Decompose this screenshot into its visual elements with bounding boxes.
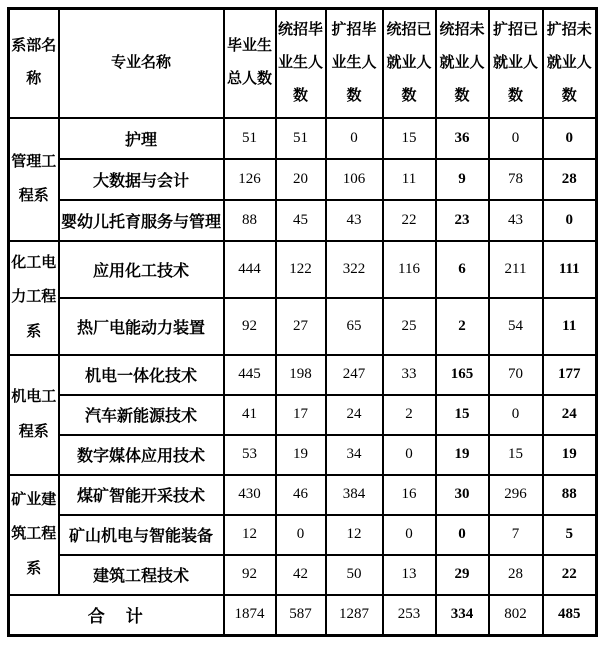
- value-cell: 7: [489, 515, 543, 555]
- value-cell: 33: [383, 355, 436, 395]
- value-cell: 12: [224, 515, 276, 555]
- header-total-graduates: 毕业生总人数: [224, 9, 276, 118]
- value-cell: 28: [489, 555, 543, 595]
- value-cell: 50: [326, 555, 383, 595]
- value-cell: 92: [224, 298, 276, 355]
- value-cell: 42: [276, 555, 326, 595]
- value-cell: 29: [436, 555, 489, 595]
- value-cell: 116: [383, 241, 436, 298]
- total-label-cell: 合 计: [9, 595, 224, 636]
- value-cell: 0: [489, 395, 543, 435]
- employment-statistics-table: [7, 7, 598, 637]
- major-name-cell: 汽车新能源技术: [59, 395, 224, 435]
- value-cell: 12: [326, 515, 383, 555]
- value-cell: 444: [224, 241, 276, 298]
- value-cell: 0: [489, 118, 543, 159]
- header-expanded-unemployed: 扩招未就业人数: [543, 9, 597, 118]
- value-cell: 106: [326, 159, 383, 200]
- value-cell: 51: [224, 118, 276, 159]
- value-cell: 43: [489, 200, 543, 241]
- value-cell: 41: [224, 395, 276, 435]
- major-name-cell: 建筑工程技术: [59, 555, 224, 595]
- value-cell: 22: [383, 200, 436, 241]
- table-row: [9, 298, 597, 355]
- major-name-cell: 大数据与会计: [59, 159, 224, 200]
- value-cell: 0: [383, 435, 436, 475]
- header-regular-employed: 统招已就业人数: [383, 9, 436, 118]
- value-cell: 46: [276, 475, 326, 515]
- table-header: [9, 9, 597, 118]
- major-name-cell: 婴幼儿托育服务与管理: [59, 200, 224, 241]
- department-cell: 矿业建筑工程系: [9, 475, 59, 595]
- major-name-cell: 热厂电能动力装置: [59, 298, 224, 355]
- value-cell: 15: [436, 395, 489, 435]
- value-cell: 198: [276, 355, 326, 395]
- header-department: 系部名称: [9, 9, 59, 118]
- value-cell: 54: [489, 298, 543, 355]
- value-cell: 13: [383, 555, 436, 595]
- table-row: [9, 395, 597, 435]
- value-cell: 22: [543, 555, 597, 595]
- table-row: [9, 555, 597, 595]
- value-cell: 36: [436, 118, 489, 159]
- value-cell: 0: [436, 515, 489, 555]
- major-name-cell: 数字媒体应用技术: [59, 435, 224, 475]
- major-name-cell: 护理: [59, 118, 224, 159]
- value-cell: 65: [326, 298, 383, 355]
- value-cell: 19: [436, 435, 489, 475]
- header-regular-graduates: 统招毕业生人数: [276, 9, 326, 118]
- total-value-cell: 334: [436, 595, 489, 636]
- value-cell: 17: [276, 395, 326, 435]
- value-cell: 247: [326, 355, 383, 395]
- value-cell: 5: [543, 515, 597, 555]
- value-cell: 19: [276, 435, 326, 475]
- value-cell: 25: [383, 298, 436, 355]
- total-value-cell: 1287: [326, 595, 383, 636]
- value-cell: 24: [326, 395, 383, 435]
- value-cell: 2: [436, 298, 489, 355]
- value-cell: 322: [326, 241, 383, 298]
- value-cell: 34: [326, 435, 383, 475]
- table-row: [9, 241, 597, 298]
- value-cell: 88: [224, 200, 276, 241]
- total-value-cell: 253: [383, 595, 436, 636]
- value-cell: 0: [543, 118, 597, 159]
- value-cell: 19: [543, 435, 597, 475]
- value-cell: 92: [224, 555, 276, 595]
- total-value-cell: 802: [489, 595, 543, 636]
- header-major: 专业名称: [59, 9, 224, 118]
- value-cell: 0: [383, 515, 436, 555]
- header-expanded-graduates: 扩招毕业生人数: [326, 9, 383, 118]
- value-cell: 11: [383, 159, 436, 200]
- value-cell: 28: [543, 159, 597, 200]
- value-cell: 53: [224, 435, 276, 475]
- major-name-cell: 煤矿智能开采技术: [59, 475, 224, 515]
- value-cell: 15: [383, 118, 436, 159]
- value-cell: 0: [276, 515, 326, 555]
- value-cell: 15: [489, 435, 543, 475]
- major-name-cell: 应用化工技术: [59, 241, 224, 298]
- department-cell: 机电工程系: [9, 355, 59, 475]
- total-row: [9, 595, 597, 636]
- value-cell: 11: [543, 298, 597, 355]
- value-cell: 0: [326, 118, 383, 159]
- department-cell: 管理工程系: [9, 118, 59, 241]
- table-row: [9, 515, 597, 555]
- value-cell: 211: [489, 241, 543, 298]
- table-body: [9, 118, 597, 595]
- value-cell: 126: [224, 159, 276, 200]
- value-cell: 9: [436, 159, 489, 200]
- header-expanded-employed: 扩招已就业人数: [489, 9, 543, 118]
- value-cell: 24: [543, 395, 597, 435]
- value-cell: 384: [326, 475, 383, 515]
- table-row: [9, 200, 597, 241]
- value-cell: 0: [543, 200, 597, 241]
- value-cell: 111: [543, 241, 597, 298]
- value-cell: 43: [326, 200, 383, 241]
- table-row: [9, 355, 597, 395]
- value-cell: 51: [276, 118, 326, 159]
- major-name-cell: 机电一体化技术: [59, 355, 224, 395]
- table-row: [9, 159, 597, 200]
- value-cell: 30: [436, 475, 489, 515]
- value-cell: 78: [489, 159, 543, 200]
- table-row: [9, 118, 597, 159]
- header-row: [9, 9, 597, 118]
- value-cell: 430: [224, 475, 276, 515]
- department-cell: 化工电力工程系: [9, 241, 59, 355]
- value-cell: 16: [383, 475, 436, 515]
- value-cell: 27: [276, 298, 326, 355]
- value-cell: 2: [383, 395, 436, 435]
- value-cell: 122: [276, 241, 326, 298]
- header-regular-unemployed: 统招未就业人数: [436, 9, 489, 118]
- value-cell: 6: [436, 241, 489, 298]
- major-name-cell: 矿山机电与智能装备: [59, 515, 224, 555]
- value-cell: 88: [543, 475, 597, 515]
- table-row: [9, 475, 597, 515]
- value-cell: 296: [489, 475, 543, 515]
- value-cell: 70: [489, 355, 543, 395]
- total-value-cell: 1874: [224, 595, 276, 636]
- total-value-cell: 587: [276, 595, 326, 636]
- table-row: [9, 435, 597, 475]
- value-cell: 20: [276, 159, 326, 200]
- value-cell: 445: [224, 355, 276, 395]
- value-cell: 177: [543, 355, 597, 395]
- value-cell: 23: [436, 200, 489, 241]
- table-footer: [9, 595, 597, 636]
- total-value-cell: 485: [543, 595, 597, 636]
- value-cell: 165: [436, 355, 489, 395]
- value-cell: 45: [276, 200, 326, 241]
